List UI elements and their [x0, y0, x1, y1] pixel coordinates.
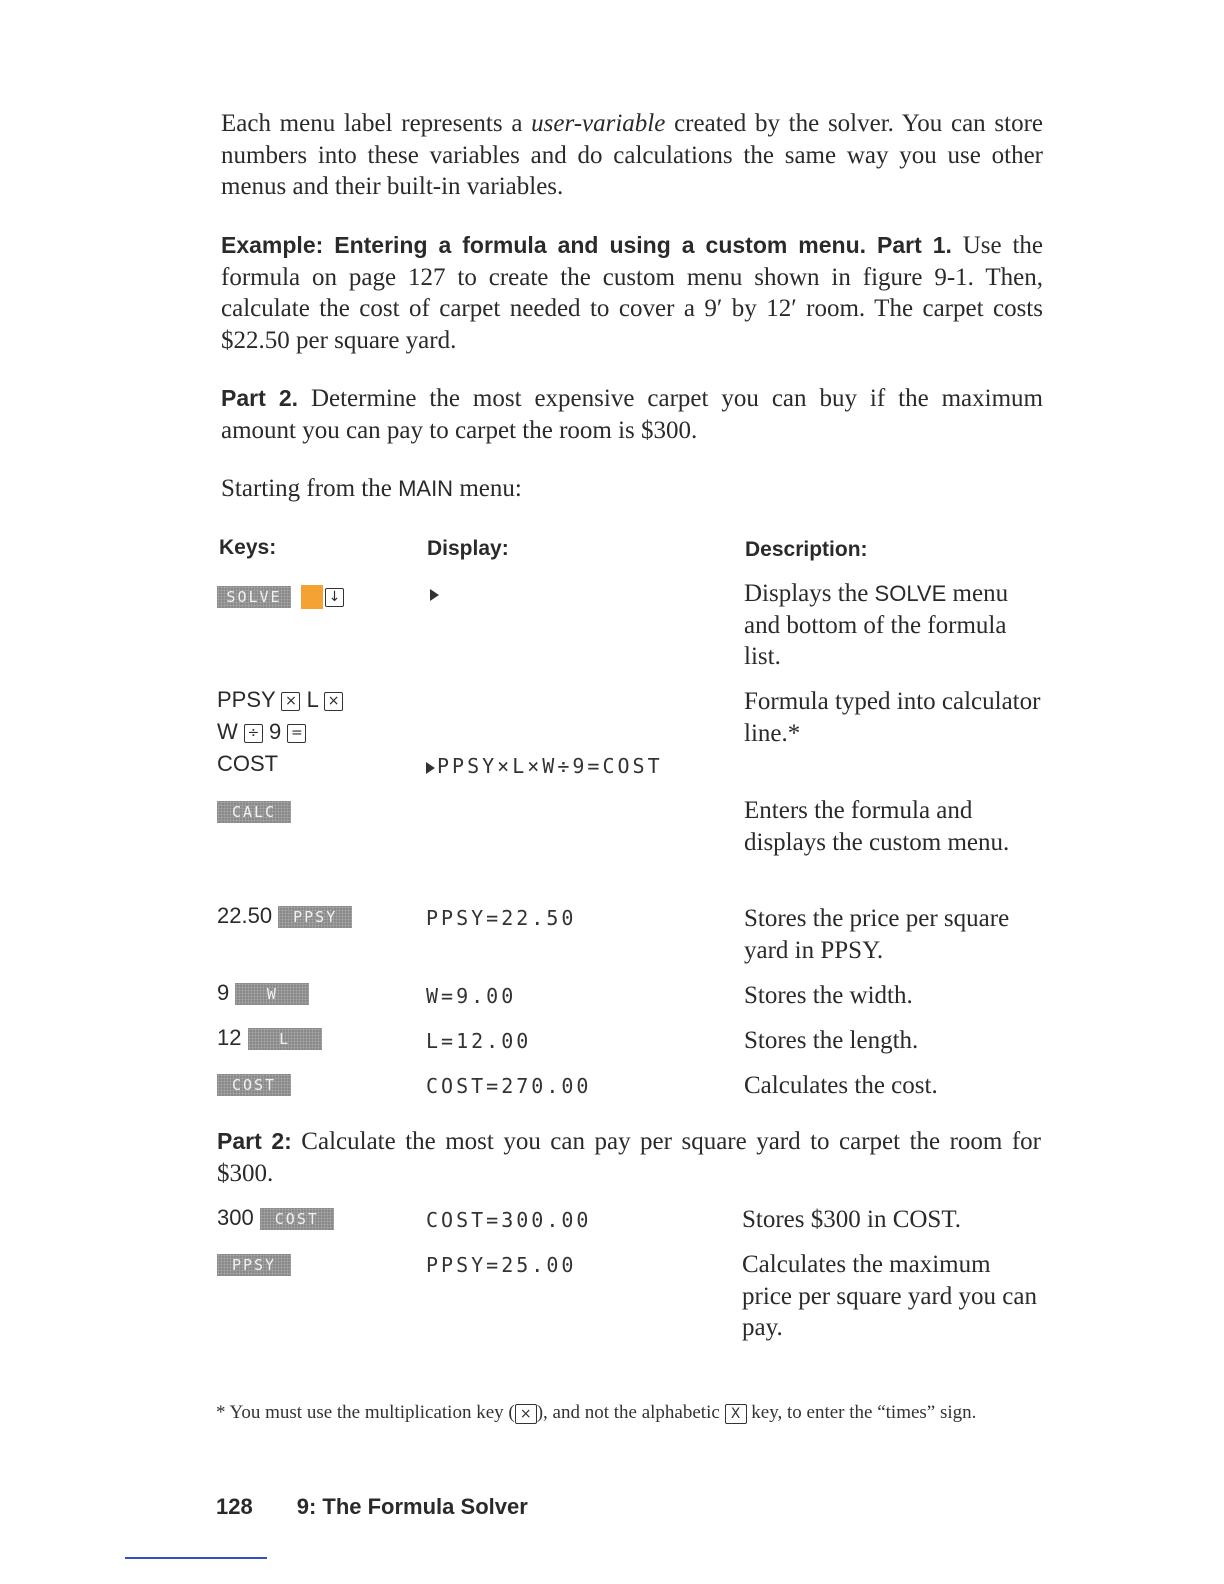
- row-calc-desc: Enters the formula and displays the custom menu.: [744, 797, 1010, 856]
- key-cost-text: COST: [217, 751, 279, 776]
- key-l-text: L: [306, 687, 318, 712]
- part2-paragraph: [217, 1126, 1041, 1189]
- intro-paragraph: [221, 108, 1043, 203]
- row-l-desc: Stores the length.: [744, 1027, 919, 1054]
- starting-text-2: menu:: [453, 475, 522, 502]
- display-header: Display:: [427, 537, 509, 560]
- row-cost-desc: Calculates the cost.: [744, 1072, 938, 1099]
- shift-key[interactable]: [301, 585, 323, 609]
- row-calc-keys: [217, 795, 417, 827]
- l-display: L=12.00: [426, 1029, 532, 1053]
- intro-emphasis: user-variable: [531, 110, 666, 137]
- cost300-softkey[interactable]: COST: [260, 1208, 334, 1230]
- ppsy-number: 22.50: [217, 903, 273, 928]
- cost-softkey[interactable]: COST: [217, 1074, 291, 1096]
- row-formula-desc: Formula typed into calculator line.*: [744, 688, 1041, 747]
- row-l-keys: [217, 1022, 417, 1054]
- footnote: * You must use the multiplication key ( × ), and not the alphabetic X key, to enter the “times” sign.: [216, 1402, 977, 1423]
- times-key[interactable]: ×: [281, 692, 300, 711]
- divide-key[interactable]: ÷: [244, 724, 263, 743]
- starting-text-1: Starting from the: [221, 475, 399, 502]
- description-header: Description:: [745, 538, 868, 561]
- main-menu-name: MAIN: [398, 476, 454, 501]
- multiply-key-icon: ×: [515, 1404, 537, 1424]
- part2-label: Part 2:: [217, 1128, 292, 1154]
- row-cost300-keys: [217, 1202, 417, 1234]
- bottom-rule: [125, 1557, 267, 1559]
- row-solve-desc: Displays the SOLVE menu and bottom of the formula list.: [744, 580, 1009, 670]
- example-paragraph: [221, 230, 1043, 356]
- cost-display: COST=270.00: [426, 1074, 592, 1098]
- cost300-display: COST=300.00: [426, 1208, 592, 1232]
- display-cursor-icon: [430, 586, 439, 604]
- ppsy-display: PPSY=22.50: [426, 906, 577, 930]
- solve-menu-name: SOLVE: [874, 581, 947, 606]
- l-number: 12: [217, 1025, 242, 1050]
- part2-intro-label: Part 2.: [221, 385, 299, 411]
- equals-key[interactable]: =: [287, 724, 306, 743]
- row-ppsy-desc: Stores the price per square yard in PPSY.: [744, 905, 1010, 964]
- example-body: Use the formula on page 127 to create the custom menu shown in figure 9-1. Then, calculate the cost of carpet needed to cover a 9′ by 12′ room. The carpet costs $22.50 per square yard.: [221, 232, 1043, 354]
- w-softkey[interactable]: W: [235, 983, 309, 1005]
- row-cost300-desc: Stores $300 in COST.: [742, 1206, 961, 1233]
- formula-display: PPSY×L×W÷9=COST: [426, 754, 663, 778]
- solve-softkey[interactable]: SOLVE: [217, 586, 291, 608]
- intro-text-1: Each menu label represents a: [221, 110, 532, 137]
- alpha-x-key-icon: X: [725, 1404, 747, 1424]
- down-arrow-key[interactable]: ↓: [325, 588, 344, 607]
- ppsy2-display: PPSY=25.00: [426, 1253, 577, 1277]
- key-9-text: 9: [269, 719, 282, 744]
- part2-body: Calculate the most you can pay per square yard to carpet the room for $300.: [217, 1128, 1042, 1187]
- calc-softkey[interactable]: CALC: [217, 801, 291, 823]
- cost300-number: 300: [217, 1205, 254, 1230]
- key-w-text: W: [217, 719, 238, 744]
- ppsy-softkey[interactable]: PPSY: [278, 906, 352, 928]
- page-footer: [216, 1494, 572, 1520]
- row-ppsy2-desc: Calculates the maximum price per square yard you can pay.: [742, 1251, 1037, 1341]
- l-softkey[interactable]: L: [248, 1028, 322, 1050]
- row-ppsy-keys: [217, 900, 417, 932]
- row-ppsy2-keys: [217, 1248, 417, 1280]
- intro-text-2: created by the solver. You can store numbers into these variables and do calculations the same way you use other menus and their built-in variables.: [221, 110, 1044, 200]
- part2-intro-paragraph: [221, 383, 1043, 446]
- row-formula-keys: [217, 684, 417, 780]
- row-cost-keys: [217, 1068, 417, 1100]
- ppsy2-softkey[interactable]: PPSY: [217, 1254, 291, 1276]
- row-solve-keys: [217, 580, 417, 612]
- chapter-title: 9: The Formula Solver: [296, 1494, 528, 1519]
- row-w-desc: Stores the width.: [744, 982, 913, 1009]
- starting-line: [221, 473, 1043, 505]
- page-number: 128: [216, 1494, 253, 1519]
- key-ppsy-text: PPSY: [217, 687, 276, 712]
- w-number: 9: [217, 980, 230, 1005]
- example-heading: Example: Entering a formula and using a custom menu. Part 1.: [221, 232, 952, 258]
- row-w-keys: [217, 977, 417, 1009]
- keys-header: Keys:: [219, 536, 277, 559]
- w-display: W=9.00: [426, 984, 517, 1008]
- times-key-2[interactable]: ×: [324, 692, 343, 711]
- part2-intro-body: Determine the most expensive carpet you can buy if the maximum amount you can pay to carpet the room is $300.: [221, 385, 1043, 444]
